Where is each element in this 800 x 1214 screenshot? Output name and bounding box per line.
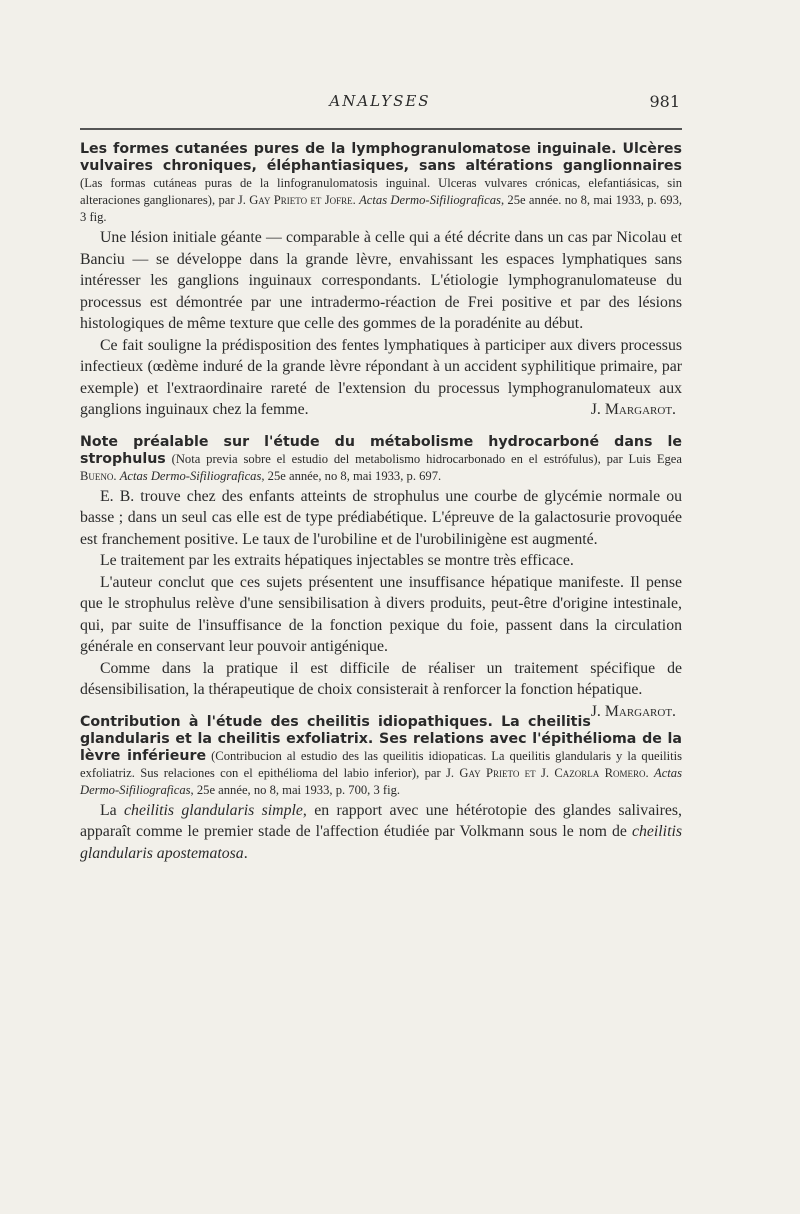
paragraph	[80, 658, 682, 720]
journal-name: Actas Dermo-Sifiliograficas	[359, 193, 501, 207]
paragraph-text: Ce fait souligne la prédisposition des fentes lymphatiques à participer aux divers processus infectieux (œdème induré de la grande lèvre répondant à un accident syphilitique primaire, par exemple) et l'extraordinaire rareté de l'extension du processus lymphogranulomateux aux ganglions inguinaux chez la femme.	[80, 336, 682, 418]
reference-separator: .	[645, 765, 655, 780]
page-content	[80, 141, 682, 877]
article-cheilitis	[80, 714, 682, 865]
reference-close: , 25e année, no 8, mai 1933, p. 697.	[261, 468, 442, 483]
article-heading	[80, 434, 682, 485]
article-authors: Gay Prieto et Jofre	[249, 193, 353, 207]
paragraph	[80, 800, 682, 865]
signature: J. Margarot.	[590, 401, 676, 418]
article-strophulus	[80, 433, 682, 720]
page-header	[80, 92, 680, 120]
article-lymphogranulomatose	[80, 141, 682, 421]
article-heading	[80, 141, 682, 226]
signature: J. Margarot.	[590, 702, 676, 720]
article-title: Les formes cutanées pures de la lymphogranulomatose inguinale. Ulcères vulvaires chroniques, éléphantiasiques, sans altérations ganglionnaires	[80, 141, 682, 174]
paragraph: L'auteur conclut que ces sujets présentent une insuffisance hépatique manifeste. Il pense que le strophulus relève d'une sensibilisation à divers produits, peut-être d'origine intestinale, qui, par suite de l'insuffisance de la fonction pexique du foie, passent dans la circulation générale en conservant leur pouvoir antigénique.	[80, 573, 682, 655]
reference-separator: .	[113, 468, 120, 483]
article-authors: Bueno	[80, 468, 114, 483]
paragraph-text: , en rapport avec une hétérotopie des glandes salivaires, apparaît comme le premier stade de l'affection étudiée par Volkmann sous le nom de	[80, 801, 682, 840]
paragraph: E. B. trouve chez des enfants atteints de strophulus une courbe de glycémie normale ou basse ; dans un seul cas elle est de type prédiabétique. L'épreuve de la galactosurie provoquée est franchement positive. Le taux de l'urobiline et de l'urobilinigène est augmenté.	[80, 487, 682, 548]
page-number: 981	[649, 92, 680, 111]
italic-term: cheilitis glandularis apostematosa	[80, 823, 682, 862]
running-head: ANALYSES	[329, 92, 431, 110]
reference-close: , 25e année, no 8, mai 1933, p. 700, 3 fig.	[190, 782, 401, 797]
article-authors: Gay Prieto et J. Cazorla Romero	[459, 765, 646, 780]
article-title: Contribution à l'étude des cheilitis idiopathiques. La cheilitis glandularis et la cheilitis exfoliatrix. Ses relations avec l'épithélioma de la lèvre inférieure	[80, 713, 682, 764]
italic-term: cheilitis glandularis simple	[124, 801, 303, 819]
paragraph: Une lésion initiale géante — comparable à celle qui a été décrite dans un cas par Nicolau et Banciu — se développe dans la grande lèvre, envahissant les espaces lymphatiques sans intéresser les ganglions inguinaux correspondants. L'étiologie lymphogranulomateuse du processus est démontrée par une intradermo-réaction de Frei positive et par des lésions histologiques de même texture que celle des gommes de la poradénite au début.	[80, 229, 682, 332]
article-title: Note préalable sur l'étude du métabolisme hydrocarboné dans le strophulus	[80, 433, 682, 467]
paragraph-text: La	[100, 801, 125, 819]
reference-open: (Las formas cutáneas puras de la linfogranulomatosis inguinal. Ulceras vulvares crónicas, elefantiásicas, sin alteraciones ganglionares), par J.	[80, 176, 682, 207]
reference-separator: .	[352, 193, 360, 207]
paragraph	[80, 335, 682, 421]
article-heading	[80, 714, 682, 799]
reference-open: (Contribucion al estudio des las queilitis idiopaticas. La queilitis glandularis y la queilitis exfoliatriz. Sus relaciones con el epithélioma del labio inferior), par J.	[80, 748, 682, 780]
paragraph: Le traitement par les extraits hépatiques injectables se montre très efficace.	[100, 552, 574, 569]
journal-name: Actas Dermo-Sifiliograficas	[80, 765, 682, 797]
journal-name: Actas Dermo-Sifiliograficas	[119, 468, 262, 483]
reference-open: (Nota previa sobre el estudio del metabolismo hidrocarbonado en el estrófulus), par Luis Egea	[165, 451, 682, 466]
paragraph-text: Comme dans la pratique il est difficile de réaliser un traitement spécifique de désensibilisation, la thérapeutique de choix consisterait à renforcer la fonction hépatique.	[80, 659, 682, 698]
paragraph-text: .	[243, 844, 248, 862]
header-rule	[80, 128, 682, 130]
reference-close: , 25e année. no 8, mai 1933, p. 693, 3 fig.	[80, 193, 683, 224]
